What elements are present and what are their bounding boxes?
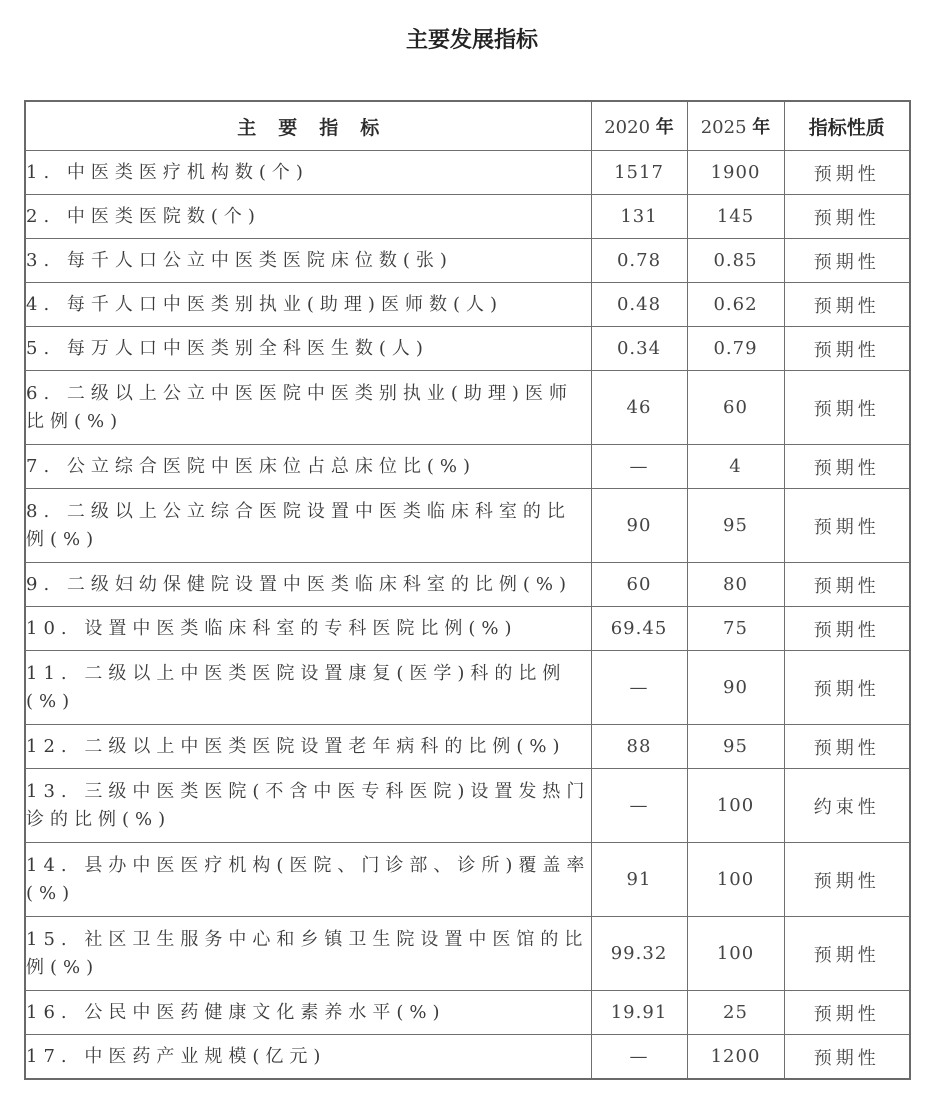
indicator-nature-cell: 预期性 [784, 195, 910, 239]
table-row [25, 725, 910, 769]
indicator-name-cell: 11. 二级以上中医类医院设置康复(医学)科的比例(%) [25, 651, 591, 725]
table-row [25, 239, 910, 283]
value-2020-cell: — [591, 651, 687, 725]
value-2020-cell: 131 [591, 195, 687, 239]
indicator-name-cell: 10. 设置中医类临床科室的专科医院比例(%) [25, 607, 591, 651]
indicator-name-cell: 15. 社区卫生服务中心和乡镇卫生院设置中医馆的比例(%) [25, 917, 591, 991]
value-2025-cell: 1900 [687, 151, 784, 195]
value-2020-cell: — [591, 445, 687, 489]
indicator-nature-cell: 预期性 [784, 445, 910, 489]
header-indicator-label: 主要指标 [237, 116, 402, 139]
indicator-name-cell: 6. 二级以上公立中医医院中医类别执业(助理)医师比例(%) [25, 371, 591, 445]
header-indicator [25, 101, 591, 151]
value-2020-cell: 91 [591, 843, 687, 917]
table-row [25, 151, 910, 195]
header-2025-nian: 年 [752, 117, 771, 138]
indicator-nature-cell: 预期性 [784, 327, 910, 371]
value-2025-cell: 80 [687, 563, 784, 607]
value-2020-cell: 46 [591, 371, 687, 445]
indicator-nature-cell: 预期性 [784, 991, 910, 1035]
table-header-row [25, 101, 910, 151]
table-row [25, 651, 910, 725]
indicator-name-cell: 14. 县办中医医疗机构(医院、门诊部、诊所)覆盖率(%) [25, 843, 591, 917]
indicator-nature-cell: 预期性 [784, 843, 910, 917]
indicator-name-cell: 17. 中医药产业规模(亿元) [25, 1035, 591, 1080]
value-2020-cell: 69.45 [591, 607, 687, 651]
indicator-name-cell: 1. 中医类医疗机构数(个) [25, 151, 591, 195]
header-2020 [591, 101, 687, 151]
indicator-nature-cell: 预期性 [784, 489, 910, 563]
value-2020-cell: 0.34 [591, 327, 687, 371]
indicator-nature-cell: 预期性 [784, 917, 910, 991]
value-2020-cell: 88 [591, 725, 687, 769]
table-row [25, 991, 910, 1035]
table-row [25, 917, 910, 991]
table-row [25, 489, 910, 563]
table-row [25, 563, 910, 607]
table-row [25, 327, 910, 371]
indicator-name-cell: 16. 公民中医药健康文化素养水平(%) [25, 991, 591, 1035]
value-2025-cell: 100 [687, 843, 784, 917]
indicator-nature-cell: 预期性 [784, 725, 910, 769]
value-2025-cell: 90 [687, 651, 784, 725]
value-2025-cell: 25 [687, 991, 784, 1035]
indicator-name-cell: 12. 二级以上中医类医院设置老年病科的比例(%) [25, 725, 591, 769]
indicator-name-cell: 2. 中医类医院数(个) [25, 195, 591, 239]
header-2020-year: 2020 [604, 117, 651, 138]
value-2025-cell: 1200 [687, 1035, 784, 1080]
value-2025-cell: 0.79 [687, 327, 784, 371]
table-row [25, 283, 910, 327]
value-2025-cell: 100 [687, 769, 784, 843]
indicator-name-cell: 4. 每千人口中医类别执业(助理)医师数(人) [25, 283, 591, 327]
table-row [25, 607, 910, 651]
indicator-nature-cell: 预期性 [784, 563, 910, 607]
value-2020-cell: — [591, 1035, 687, 1080]
document-title: 主要发展指标 [405, 28, 538, 53]
value-2020-cell: 0.48 [591, 283, 687, 327]
value-2020-cell: — [591, 769, 687, 843]
indicator-nature-cell: 约束性 [784, 769, 910, 843]
indicator-nature-cell: 预期性 [784, 371, 910, 445]
value-2020-cell: 60 [591, 563, 687, 607]
indicator-nature-cell: 预期性 [784, 607, 910, 651]
table-row [25, 445, 910, 489]
value-2020-cell: 1517 [591, 151, 687, 195]
table-row [25, 195, 910, 239]
header-nature: 指标性质 [784, 101, 910, 151]
value-2020-cell: 90 [591, 489, 687, 563]
value-2025-cell: 75 [687, 607, 784, 651]
indicator-name-cell: 13. 三级中医类医院(不含中医专科医院)设置发热门诊的比例(%) [25, 769, 591, 843]
indicator-nature-cell: 预期性 [784, 151, 910, 195]
table-row [25, 769, 910, 843]
value-2025-cell: 100 [687, 917, 784, 991]
indicator-nature-cell: 预期性 [784, 651, 910, 725]
header-2025-year: 2025 [700, 117, 747, 138]
indicator-nature-cell: 预期性 [784, 1035, 910, 1080]
value-2020-cell: 99.32 [591, 917, 687, 991]
value-2025-cell: 95 [687, 489, 784, 563]
value-2020-cell: 19.91 [591, 991, 687, 1035]
indicator-nature-cell: 预期性 [784, 239, 910, 283]
table-row [25, 843, 910, 917]
indicator-name-cell: 5. 每万人口中医类别全科医生数(人) [25, 327, 591, 371]
indicator-nature-cell: 预期性 [784, 283, 910, 327]
value-2025-cell: 60 [687, 371, 784, 445]
indicator-name-cell: 7. 公立综合医院中医床位占总床位比(%) [25, 445, 591, 489]
indicators-table [24, 100, 911, 1080]
indicator-name-cell: 8. 二级以上公立综合医院设置中医类临床科室的比例(%) [25, 489, 591, 563]
value-2025-cell: 0.62 [687, 283, 784, 327]
value-2020-cell: 0.78 [591, 239, 687, 283]
value-2025-cell: 95 [687, 725, 784, 769]
header-2020-nian: 年 [655, 117, 674, 138]
indicator-name-cell: 3. 每千人口公立中医类医院床位数(张) [25, 239, 591, 283]
header-2025 [687, 101, 784, 151]
value-2025-cell: 0.85 [687, 239, 784, 283]
indicator-name-cell: 9. 二级妇幼保健院设置中医类临床科室的比例(%) [25, 563, 591, 607]
table-body [25, 151, 910, 1080]
value-2025-cell: 4 [687, 445, 784, 489]
table-row [25, 371, 910, 445]
value-2025-cell: 145 [687, 195, 784, 239]
table-row [25, 1035, 910, 1080]
